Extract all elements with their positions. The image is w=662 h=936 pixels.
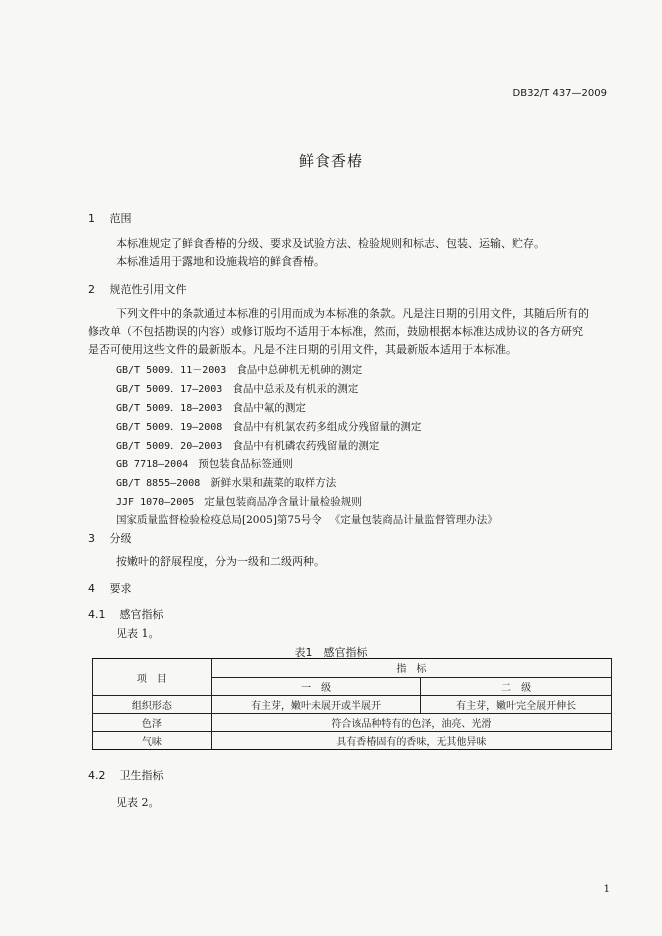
section-2-line-2: 修改单（不包括勘误的内容）或修订版均不适用于本标准，然而，鼓励根据本标准达成协议的各方研究 [88, 325, 583, 338]
reference-item [116, 380, 358, 396]
reference-name: 食品中总汞及有机汞的测定 [232, 383, 359, 395]
section-3-title: 分级 [109, 532, 132, 545]
row-grade-1-value: 有主芽，嫩叶未展开或半展开 [211, 696, 421, 714]
row-shared-value: 具有香椿固有的香味，无其他异味 [211, 732, 611, 750]
reference-item [116, 399, 306, 415]
standard-number: DB32/T 437—2009 [512, 88, 607, 99]
header-grade-1: 一 级 [211, 677, 421, 696]
reference-item [116, 361, 362, 377]
section-1-para-2: 本标准适用于露地和设施栽培的鲜食香椿。 [116, 255, 325, 268]
reference-name: 《定量包装商品计量监督管理办法》 [329, 514, 498, 526]
reference-name: 食品中有机磷农药残留量的测定 [232, 440, 380, 452]
table-row [93, 714, 612, 732]
reference-name: 食品中氟的测定 [232, 402, 306, 414]
section-1-heading [88, 210, 132, 226]
header-index: 指 标 [211, 659, 611, 678]
section-1-number: 1 [88, 212, 95, 225]
sensory-index-table [92, 658, 612, 750]
row-item: 组织形态 [93, 696, 212, 714]
section-2-line-1: 下列文件中的条款通过本标准的引用而成为本标准的条款。凡是注日期的引用文件，其随后所有的 [116, 307, 589, 320]
table-row [93, 696, 612, 714]
reference-name: 新鲜水果和蔬菜的取样方法 [210, 477, 337, 489]
section-2-number: 2 [88, 283, 95, 296]
document-title: 鲜食香椿 [298, 152, 363, 170]
reference-name: 预包装食品标签通则 [198, 458, 293, 470]
reference-code: GB/T 5009．18—2003 [116, 403, 223, 414]
section-4-number: 4 [88, 582, 95, 595]
table-header-row [93, 659, 612, 678]
section-4-1-heading [88, 606, 164, 622]
row-item: 色泽 [93, 714, 212, 732]
row-shared-value: 符合该品种特有的色泽，油亮、光滑 [211, 714, 611, 732]
reference-code: GB/T 8855—2008 [116, 478, 201, 489]
section-4-heading [88, 580, 132, 596]
reference-item [116, 512, 498, 527]
section-4-1-para: 见表 1。 [116, 627, 160, 640]
header-grade-2: 二 级 [421, 677, 612, 696]
table-row [93, 732, 612, 750]
section-4-2-number: 4.2 [88, 769, 106, 782]
section-4-2-para: 见表 2。 [116, 796, 160, 809]
section-1-title: 范围 [109, 212, 132, 225]
reference-code: GB/T 5009．19—2008 [116, 422, 223, 433]
page-number: 1 [603, 884, 610, 895]
reference-name: 定量包装商品净含量计量检验规则 [204, 496, 362, 508]
reference-code: GB/T 5009．11－2003 [116, 365, 227, 376]
reference-item [116, 494, 362, 509]
section-4-1-title: 感官指标 [119, 608, 164, 621]
section-1-para-1: 本标准规定了鲜食香椿的分级、要求及试验方法、检验规则和标志、包装、运输、贮存。 [116, 237, 545, 250]
section-2-line-3: 是否可使用这些文件的最新版本。凡是不注日期的引用文件，其最新版本适用于本标准。 [88, 343, 517, 356]
reference-item [116, 418, 421, 434]
section-2-title: 规范性引用文件 [109, 283, 187, 296]
section-4-title: 要求 [109, 582, 132, 595]
table-1-caption: 表1 感官指标 [294, 646, 368, 659]
section-3-para-1: 按嫩叶的舒展程度，分为一级和二级两种。 [116, 555, 325, 568]
reference-item [116, 475, 336, 490]
section-4-2-title: 卫生指标 [119, 769, 164, 782]
reference-code: GB/T 5009．20—2003 [116, 441, 223, 452]
section-3-heading [88, 530, 132, 546]
reference-item [116, 456, 293, 471]
row-grade-2-value: 有主芽，嫩叶完全展开伸长 [421, 696, 612, 714]
header-item: 项 目 [93, 659, 212, 696]
reference-code: 国家质量监督检验检疫总局[2005]第75号令 [116, 514, 322, 526]
row-item: 气味 [93, 732, 212, 750]
section-3-number: 3 [88, 532, 95, 545]
reference-code: GB 7718—2004 [116, 459, 189, 470]
reference-code: GB/T 5009．17—2003 [116, 384, 223, 395]
reference-name: 食品中总砷机无机砷的测定 [236, 364, 363, 376]
reference-name: 食品中有机氯农药多组成分残留量的测定 [232, 421, 422, 433]
section-2-heading [88, 281, 187, 297]
section-4-1-number: 4.1 [88, 608, 106, 621]
reference-item [116, 437, 379, 453]
reference-code: JJF 1070—2005 [116, 497, 195, 508]
section-4-2-heading [88, 767, 164, 783]
